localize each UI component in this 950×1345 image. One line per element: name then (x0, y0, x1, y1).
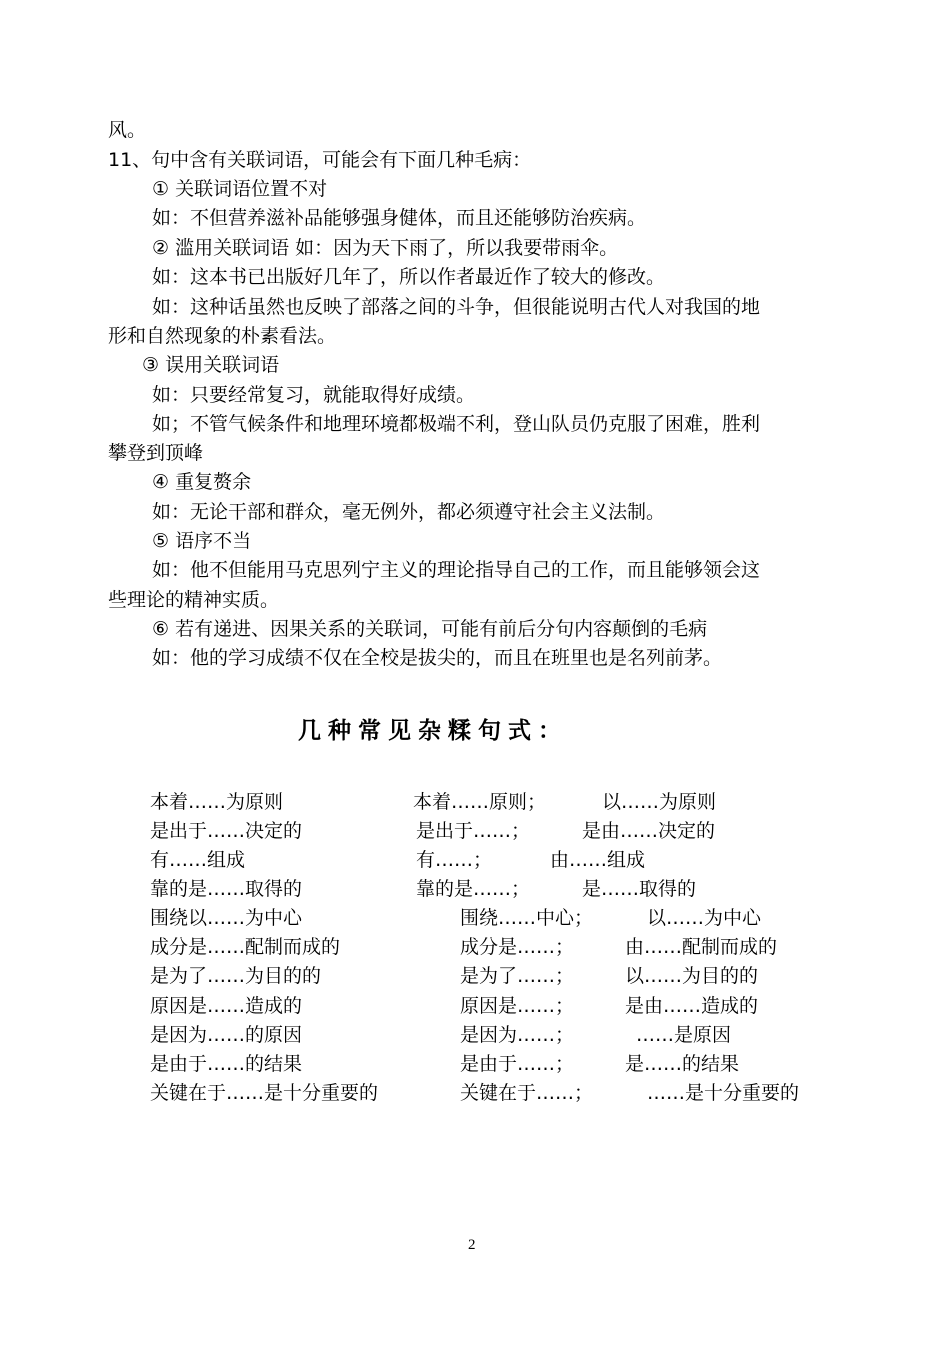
section-heading-11: 11、句中含有关联词语，可能会有下面几种毛病： (108, 149, 532, 171)
pattern-correction-a: 有……； (416, 849, 493, 871)
pattern-correction-a: 靠的是……； (416, 878, 531, 900)
pattern-correction-b: 是由……决定的 (582, 820, 716, 842)
subheading-4: ④ 重复赘余 (152, 471, 252, 493)
pattern-correction-a: 是出于……； (416, 820, 531, 842)
pattern-correction-b: 是由……造成的 (625, 995, 759, 1017)
example-line-continued: 形和自然现象的朴素看法。 (108, 325, 337, 347)
example-line: 如：他的学习成绩不仅在全校是拔尖的，而且在班里也是名列前茅。 (152, 647, 723, 669)
pattern-wrong: 围绕以……为中心 (150, 907, 303, 929)
example-line: 如：只要经常复习，就能取得好成绩。 (152, 384, 476, 406)
pattern-correction-b: ……是原因 (636, 1024, 732, 1046)
pattern-correction-b: 是……的结果 (625, 1053, 740, 1075)
example-line: 如：无论干部和群众，毫无例外，都必须遵守社会主义法制。 (152, 501, 666, 523)
pattern-wrong: 是为了……为目的的 (150, 965, 322, 987)
example-line: 如；不管气候条件和地理环境都极端不利，登山队员仍克服了困难，胜利 (152, 413, 761, 435)
subheading-5: ⑤ 语序不当 (152, 530, 252, 552)
example-line-continued: 攀登到顶峰 (108, 442, 204, 464)
subheading-1: ① 关联词语位置不对 (152, 178, 328, 200)
pattern-wrong: 本着……为原则 (150, 791, 284, 813)
example-line: 如：不但营养滋补品能够强身健体，而且还能够防治疾病。 (152, 207, 647, 229)
example-line: 如：他不但能用马克思列宁主义的理论指导自己的工作，而且能够领会这 (152, 559, 761, 581)
example-line: 如：这种话虽然也反映了部落之间的斗争，但很能说明古代人对我国的地 (152, 296, 761, 318)
pattern-correction-b: 以……为中心 (647, 907, 762, 929)
pattern-correction-a: 原因是……； (460, 995, 575, 1017)
pattern-correction-b: 以……为原则 (602, 791, 717, 813)
body-line: 风。 (108, 119, 147, 141)
example-line-continued: 些理论的精神实质。 (108, 589, 280, 611)
subheading-3: ③ 误用关联词语 (142, 354, 280, 376)
pattern-correction-a: 是由于……； (460, 1053, 575, 1075)
pattern-correction-a: 是为了……； (460, 965, 575, 987)
pattern-wrong: 成分是……配制而成的 (150, 936, 341, 958)
subheading-2: ② 滥用关联词语 如：因为天下雨了，所以我要带雨伞。 (152, 237, 619, 259)
section-title: 几种常见杂糅句式： (298, 718, 568, 744)
pattern-correction-a: 成分是……； (460, 936, 575, 958)
pattern-correction-a: 关键在于……； (460, 1082, 594, 1104)
pattern-correction-a: 是因为……； (460, 1024, 575, 1046)
pattern-correction-b: 由……配制而成的 (625, 936, 778, 958)
pattern-wrong: 原因是……造成的 (150, 995, 303, 1017)
pattern-correction-b: 由……组成 (550, 849, 646, 871)
pattern-wrong: 靠的是……取得的 (150, 878, 303, 900)
pattern-correction-b: ……是十分重要的 (647, 1082, 800, 1104)
example-line: 如：这本书已出版好几年了，所以作者最近作了较大的修改。 (152, 266, 666, 288)
pattern-correction-a: 本着……原则； (413, 791, 547, 813)
subheading-6: ⑥ 若有递进、因果关系的关联词，可能有前后分句内容颠倒的毛病 (152, 618, 708, 640)
pattern-correction-b: 是……取得的 (582, 878, 697, 900)
pattern-wrong: 是因为……的原因 (150, 1024, 303, 1046)
pattern-wrong: 是出于……决定的 (150, 820, 303, 842)
pattern-wrong: 关键在于……是十分重要的 (150, 1082, 379, 1104)
pattern-wrong: 有……组成 (150, 849, 246, 871)
page-number: 2 (468, 1237, 476, 1253)
pattern-wrong: 是由于……的结果 (150, 1053, 303, 1075)
pattern-correction-b: 以……为目的的 (625, 965, 759, 987)
pattern-correction-a: 围绕……中心； (460, 907, 594, 929)
